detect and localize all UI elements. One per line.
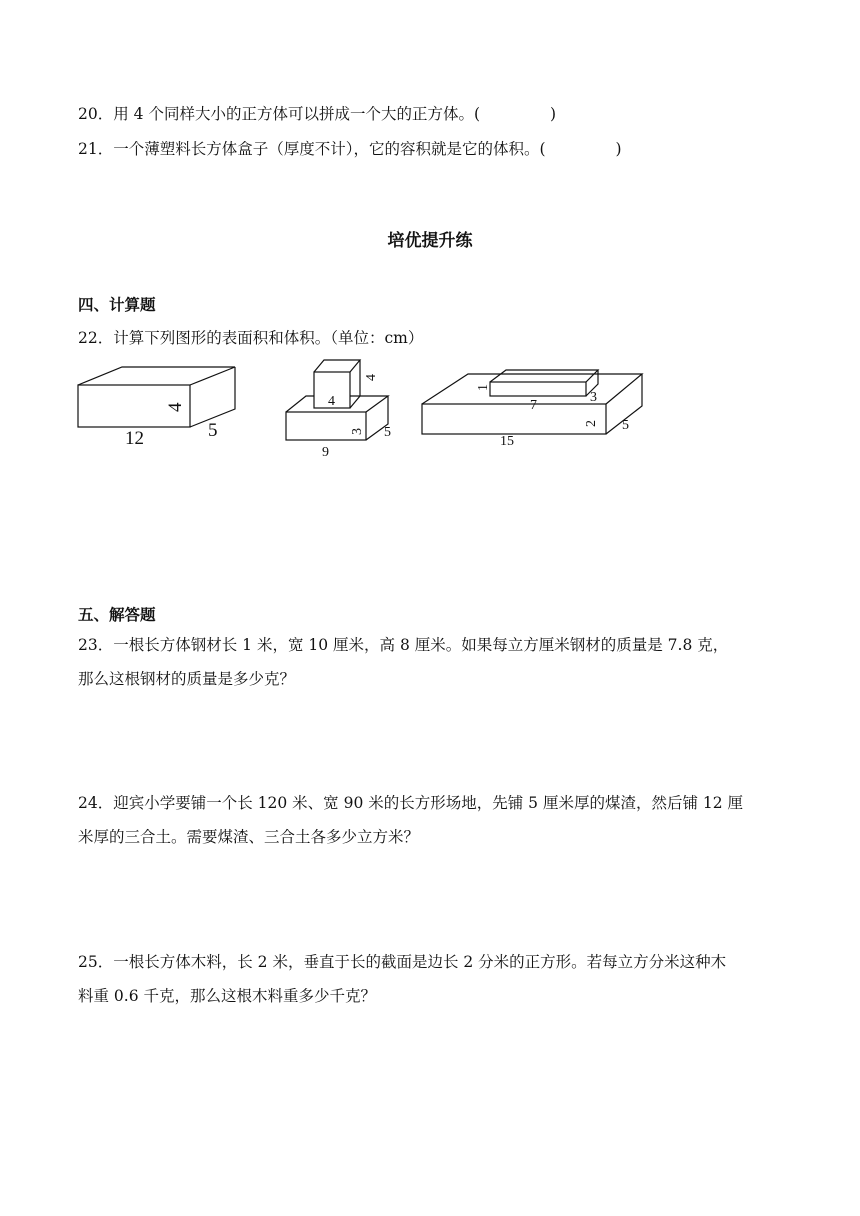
fig1-length-label: 12 [125,428,144,449]
fig3-base-width-label: 5 [622,418,629,433]
fig1-height-label: 4 [165,402,186,412]
fig3-top-length-label: 7 [530,398,537,413]
fig3-top-height-label: 1 [476,384,491,391]
figure-cuboid-1 [70,360,250,455]
question-25-line2: 料重 0.6 千克，那么这根木料重多少千克？ [78,987,377,1005]
figure-stacked-2 [280,350,410,460]
question-22: 22．计算下列图形的表面积和体积。（单位：cm） [78,329,424,347]
question-21-text: 21．一个薄塑料长方体盒子（厚度不计），它的容积就是它的体积。( [78,140,546,158]
fig3-base-height-label: 2 [584,420,599,427]
heading-solve: 五、解答题 [78,606,156,624]
question-20 [78,103,556,125]
heading-calc: 四、计算题 [78,296,156,314]
question-23-line1: 23．一根长方体钢材长 1 米，宽 10 厘米，高 8 厘米。如果每立方厘米钢材的质量是 7.8 克， [78,636,729,654]
fig2-base-width-label: 5 [384,425,391,440]
question-24-line1: 24．迎宾小学要铺一个长 120 米、宽 90 米的长方形场地，先铺 5 厘米厚的煤渣，然后铺 12 厘 [78,794,744,812]
question-20-text: 20．用 4 个同样大小的正方体可以拼成一个大的正方体。( [78,105,480,123]
fig2-top-side-label: 4 [364,374,379,381]
fig3-top-width-label: 3 [590,390,597,405]
question-23-line2: 那么这根钢材的质量是多少克？ [78,670,296,688]
section-title: 培优提升练 [387,231,473,251]
fig3-base-length-label: 15 [500,434,514,449]
question-25-line1: 25．一根长方体木料，长 2 米，垂直于长的截面是边长 2 分米的正方形。若每立方分米这种木 [78,953,727,971]
figure-stacked-3 [418,362,668,452]
question-21-close: ) [615,140,622,158]
question-24-line2: 米厚的三合土。需要煤渣、三合土各多少立方米？ [78,828,420,846]
fig2-base-height-label: 3 [350,428,365,435]
fig1-width-label: 5 [208,420,218,441]
fig2-top-front-label: 4 [328,394,335,409]
question-20-close: ) [550,105,557,123]
question-21 [78,138,622,160]
fig2-base-length-label: 9 [322,445,329,460]
